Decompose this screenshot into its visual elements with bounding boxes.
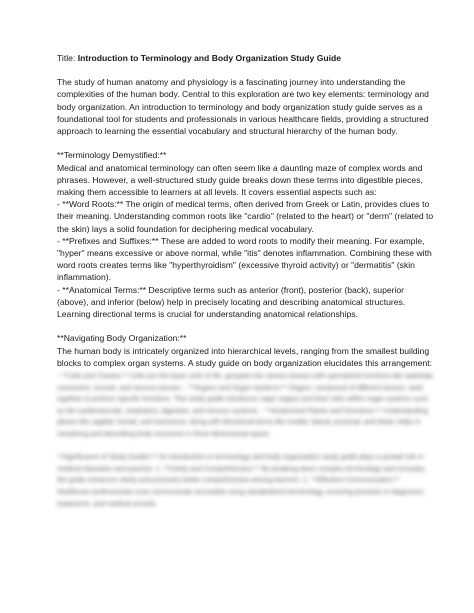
title-text: Introduction to Terminology and Body Organization Study Guide [77,53,342,63]
section-intro-body-organization: The human body is intricately organized into hierarchical levels, ranging from the smallest building blocks to complex organ systems. A study guide on body organization elucidates this arrangement: [57,345,432,368]
section-heading-body-organization: **Navigating Body Organization:** [57,333,187,344]
blurred-paragraph-organization: - **Cells and Tissues:** Cells are the basic units of life, grouped into various tissues with specialized functions like epithelial, connective, muscle, and nervous tissues. - **Organs and Organ Systems:** Organs, composed of different tissues, work together to perform specific functions. This study guide introduces major organs and their roles within organ systems such as the cardiovascular, respiratory, digestive, and nervous systems. - **Anatomical Planes and Directions:** Understanding planes like sagittal, frontal, and transverse, along with directional terms like medial, lateral, proximal, and distal, helps in visualizing and describing body structures in three-dimensional space. [57,373,434,439]
title-prefix: Title: [57,53,78,63]
section-heading-terminology: **Terminology Demystified:** [57,150,167,161]
blurred-paragraph-significance: **Significance of Study Guides:** An introduction to terminology and body organization study guide plays a pivotal role in medical education and practice: 1. **Clarity and Comprehension:** By breaking down complex terminology and concepts, the guide enhances clarity and promotes better comprehension among learners. 2. **Effective Communication:** Healthcare professionals must communicate accurately using standardized terminology, ensuring precision in diagnoses, treatments, and medical records. [57,454,427,508]
bullet-prefixes-suffixes: - **Prefixes and Suffixes:** These are added to word roots to modify their meaning. For example, "hyper" means excessive or above normal, while "itis" denotes inflammation. Combining these with word roots creates terms like "hyperthyroidism" (excessive thyroid activity) or "dermatitis" (skin inflammation). [57,235,432,283]
blurred-preview-content [57,371,434,510]
intro-paragraph: The study of human anatomy and physiology is a fascinating journey into understanding the complexities of the human body. Central to this exploration are two key elements: terminology and body organization. An introduction to terminology and body organization study guide serves as a foundational tool for students and professionals in various healthcare fields, providing a structured approach to learning the essential vocabulary and structural hierarchy of the human body. [57,77,429,137]
section-intro-terminology: Medical and anatomical terminology can often seem like a daunting maze of complex words and phrases. However, a well-structured study guide breaks down these terms into digestible pieces, making them accessible to learners at all levels. It covers essential aspects such as: [57,162,423,198]
bullet-anatomical-terms: - **Anatomical Terms:** Descriptive terms such as anterior (front), posterior (back), superior (above), and inferior (below) help in precisely locating and describing anatomical structures. Learning directional terms is crucial for understanding anatomical relationships. [57,284,406,320]
section-body-organization [57,332,434,369]
spacer [57,320,434,332]
document-title [57,52,434,64]
section-terminology [57,149,434,320]
bullet-word-roots: - **Word Roots:** The origin of medical terms, often derived from Greek or Latin, provides clues to their meaning. Understanding common roots like "cardio" (related to the heart) or "derm" (related to the skin) lays a solid foundation for deciphering medical vocabulary. [57,199,434,234]
